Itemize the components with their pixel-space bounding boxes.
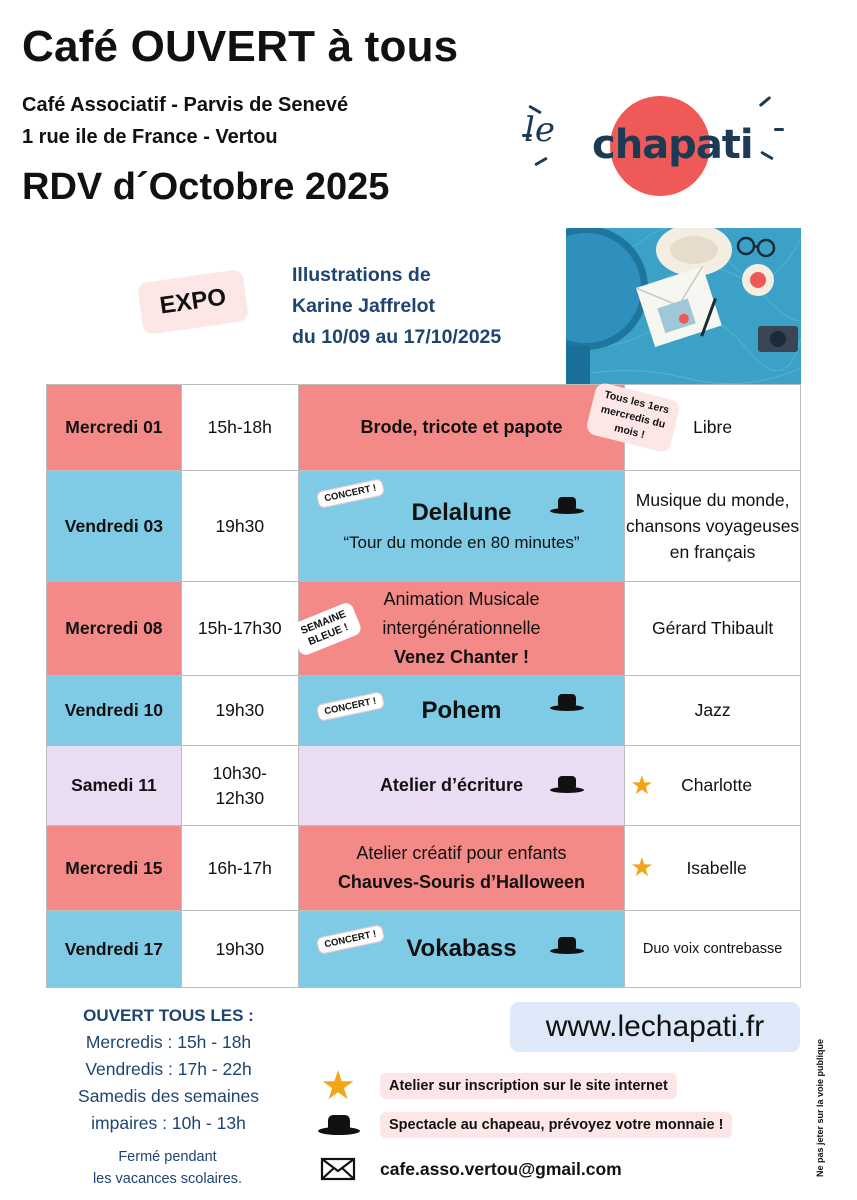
month-heading: RDV d´Octobre 2025 <box>22 166 390 208</box>
row-day: Samedi 11 <box>47 746 182 826</box>
row-info <box>625 826 801 911</box>
table-row <box>47 746 801 826</box>
row-day: Mercredi 01 <box>47 385 182 471</box>
expo-line1: Illustrations de <box>292 264 431 286</box>
hat-icon <box>550 776 584 794</box>
expo-line3: du 10/09 au 17/10/2025 <box>292 326 502 348</box>
activity-title: Delalune <box>411 499 512 526</box>
activity-line2: intergénérationnelle <box>382 618 541 638</box>
website-link[interactable]: www.lechapati.fr <box>510 1002 800 1052</box>
row-activity <box>298 746 624 826</box>
venue-address: 1 rue ile de France - Vertou <box>22 126 278 148</box>
expo-badge: EXPO <box>137 269 249 335</box>
vertical-note <box>812 1028 828 1188</box>
star-icon: ★ <box>320 1064 356 1108</box>
row-info: Duo voix contrebasse <box>625 911 801 988</box>
closed-line1: Fermé pendant <box>118 1149 217 1165</box>
footer-note: Ne pas jeter sur la voie publique <box>815 1038 825 1178</box>
row-day: Vendredi 03 <box>47 471 182 582</box>
row-day: Vendredi 10 <box>47 676 182 746</box>
legend-star-row <box>318 1066 677 1106</box>
mail-icon <box>318 1156 358 1182</box>
hours-line1: Mercredis : 15h - 18h <box>85 1032 252 1052</box>
table-row <box>47 911 801 988</box>
hat-icon <box>550 937 584 955</box>
opening-hours <box>46 1002 291 1137</box>
expo-line2: Karine Jaffrelot <box>292 295 436 317</box>
hat-icon <box>318 1113 358 1137</box>
row-info: Jazz <box>625 676 801 746</box>
venue-name: Café Associatif - Parvis de Senevé <box>22 94 349 116</box>
activity-line2: Chauves-Souris d’Halloween <box>337 872 585 892</box>
row-activity <box>298 826 624 911</box>
table-row <box>47 582 801 676</box>
concert-tag: CONCERT ! <box>316 691 385 722</box>
legend-star-label: Atelier sur inscription sur le site internet <box>380 1073 677 1099</box>
hours-title: OUVERT TOUS LES : <box>83 1006 254 1025</box>
legend-hat-row <box>318 1112 732 1138</box>
row-info-text: Isabelle <box>686 857 747 878</box>
row-day: Mercredi 08 <box>47 582 182 676</box>
concert-tag: CONCERT ! <box>316 478 385 509</box>
row-time: 19h30 <box>181 471 298 582</box>
row-activity <box>298 911 624 988</box>
row-time: 16h-17h <box>181 826 298 911</box>
semaine-bleue-tag: SEMAINE BLEUE ! <box>289 601 363 657</box>
row-activity <box>298 471 624 582</box>
hours-line2: Vendredis : 17h - 22h <box>85 1059 252 1079</box>
row-time: 19h30 <box>181 911 298 988</box>
logo-wordmark: chapati <box>592 122 753 168</box>
hours-line3: Samedis des semaines <box>78 1086 259 1106</box>
row-day: Vendredi 17 <box>47 911 182 988</box>
row-time: 19h30 <box>181 676 298 746</box>
legend-email-row <box>318 1156 622 1182</box>
row-info: Libre <box>625 385 801 471</box>
row-time: 15h-17h30 <box>181 582 298 676</box>
concert-tag: CONCERT ! <box>316 924 385 955</box>
expo-illustration <box>566 228 801 385</box>
logo-le: le <box>524 110 555 150</box>
row-activity <box>298 582 624 676</box>
email-link[interactable]: cafe.asso.vertou@gmail.com <box>380 1158 622 1179</box>
activity-title: Pohem <box>421 696 502 724</box>
activity-title: Brode, tricote et papote <box>360 417 563 437</box>
table-row <box>47 385 801 471</box>
illustration-graphic <box>566 228 801 385</box>
row-day: Mercredi 15 <box>47 826 182 911</box>
schedule-table <box>46 384 801 988</box>
table-row <box>47 826 801 911</box>
table-row <box>47 471 801 582</box>
closed-line2: les vacances scolaires. <box>92 1171 243 1187</box>
activity-line1: Animation Musicale <box>383 589 540 609</box>
hat-icon <box>550 694 584 712</box>
row-activity <box>298 676 624 746</box>
activity-title: Vokabass <box>406 935 517 962</box>
row-time: 15h-18h <box>181 385 298 471</box>
activity-line1: Atelier créatif pour enfants <box>356 843 567 863</box>
star-icon: ★ <box>630 851 654 882</box>
activity-subtitle: “Tour du monde en 80 minutes” <box>343 533 580 552</box>
star-icon: ★ <box>630 769 654 800</box>
row-info: Musique du monde, chansons voyageuses en français <box>625 471 801 582</box>
closed-note <box>60 1146 275 1190</box>
row-info <box>625 746 801 826</box>
legend-hat-label: Spectacle au chapeau, prévoyez votre monnaie ! <box>380 1112 732 1138</box>
monthly-tag: Tous les 1ers mercredis du mois ! <box>585 381 681 453</box>
activity-title: Atelier d’écriture <box>379 775 523 795</box>
activity-line3: Venez Chanter ! <box>393 647 529 667</box>
row-info-text: Charlotte <box>681 775 753 795</box>
chapati-logo <box>522 88 807 200</box>
row-info: Gérard Thibault <box>625 582 801 676</box>
page-title: Café OUVERT à tous <box>22 22 459 71</box>
hat-icon <box>550 497 584 515</box>
row-activity <box>298 385 671 471</box>
expo-description <box>292 260 501 353</box>
row-time: 10h30-12h30 <box>181 746 298 826</box>
table-row <box>47 676 801 746</box>
hours-line4: impaires : 10h - 13h <box>91 1113 246 1133</box>
